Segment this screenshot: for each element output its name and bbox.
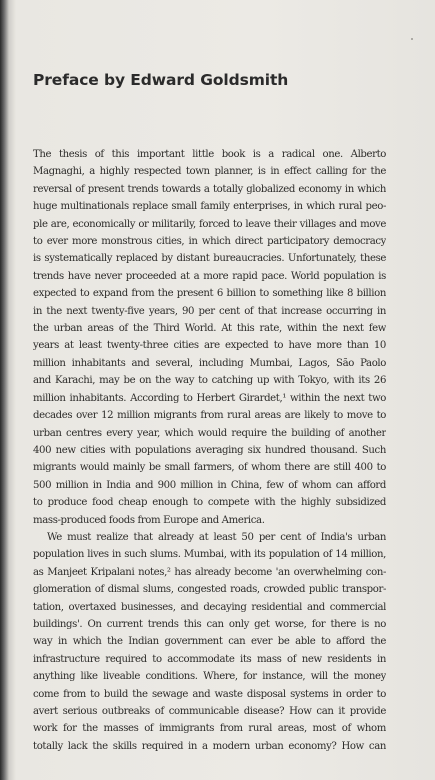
text-line: 500 million in India and 900 million in China, few of whom can afford <box>33 479 386 491</box>
text-line: anything like liveable conditions. Where, for instance, will the money <box>33 671 386 683</box>
preface-body <box>33 146 386 755</box>
text-line: million inhabitants and several, including Mumbai, Lagos, São Paolo <box>33 357 386 369</box>
text-line: mass-produced foods from Europe and America. <box>33 514 265 526</box>
text-line: ple are, economically or militarily, forced to leave their villages and move <box>33 218 386 230</box>
text-line: million inhabitants. According to Herbert Girardet,¹ within the next two <box>33 392 386 404</box>
text-line: urban centres every year, which would require the building of another <box>33 427 386 439</box>
text-line: population lives in such slums. Mumbai, with its population of 14 million, <box>33 549 386 561</box>
text-line: in the next twenty-five years, 90 per cent of that increase occurring in <box>33 305 386 317</box>
text-line: huge multinationals replace small family enterprises, in which rural peo- <box>33 201 386 213</box>
text-line: glomeration of dismal slums, congested roads, crowded public transpor- <box>33 584 386 596</box>
text-line: as Manjeet Kripalani notes,² has already become 'an overwhelming con- <box>33 566 386 578</box>
text-line: is systematically replaced by distant bureaucracies. Unfortunately, these <box>33 253 386 265</box>
text-line: the urban areas of the Third World. At this rate, within the next few <box>33 323 386 335</box>
page-speck <box>411 38 413 40</box>
text-line: expected to expand from the present 6 billion to something like 8 billion <box>33 288 386 300</box>
text-line: The thesis of this important little book is a radical one. Alberto <box>33 149 386 160</box>
preface-heading: Preface by Edward Goldsmith <box>33 71 289 89</box>
text-line: way in which the Indian government can ever be able to afford the <box>33 636 386 648</box>
text-line: tation, overtaxed businesses, and decaying residential and commercial <box>33 601 386 613</box>
text-line: avert serious outbreaks of communicable disease? How can it provide <box>33 706 386 717</box>
text-line: Magnaghi, a highly respected town planner, is in effect calling for the <box>33 166 386 178</box>
text-line: 400 new cities with populations averaging six hundred thousand. Such <box>33 444 386 456</box>
text-line: trends have never proceeded at a more rapid pace. World population is <box>33 270 386 282</box>
text-line: reversal of present trends towards a totally globalized economy in which <box>33 183 386 195</box>
text-line: to produce food cheap enough to compete with the highly subsidized <box>33 497 386 509</box>
text-line: buildings'. On current trends this can only get worse, for there is no <box>33 618 386 630</box>
text-line: We must realize that already at least 50 per cent of India's urban <box>47 531 386 543</box>
text-line: migrants would mainly be small farmers, of whom there are still 400 to <box>33 462 386 474</box>
text-line: decades over 12 million migrants from rural areas are likely to move to <box>33 410 386 422</box>
text-line: and Karachi, may be on the way to catching up with Tokyo, with its 26 <box>33 375 386 387</box>
text-line: infrastructure required to accommodate its mass of new residents in <box>33 653 386 665</box>
text-line: totally lack the skills required in a modern urban economy? How can <box>33 740 386 752</box>
text-line: work for the masses of immigrants from rural areas, most of whom <box>33 723 386 735</box>
text-line: years at least twenty-three cities are expected to have more than 10 <box>33 340 386 352</box>
text-line: come from to build the sewage and waste disposal systems in order to <box>33 688 386 700</box>
text-line: to ever more monstrous cities, in which direct participatory democracy <box>33 236 386 248</box>
